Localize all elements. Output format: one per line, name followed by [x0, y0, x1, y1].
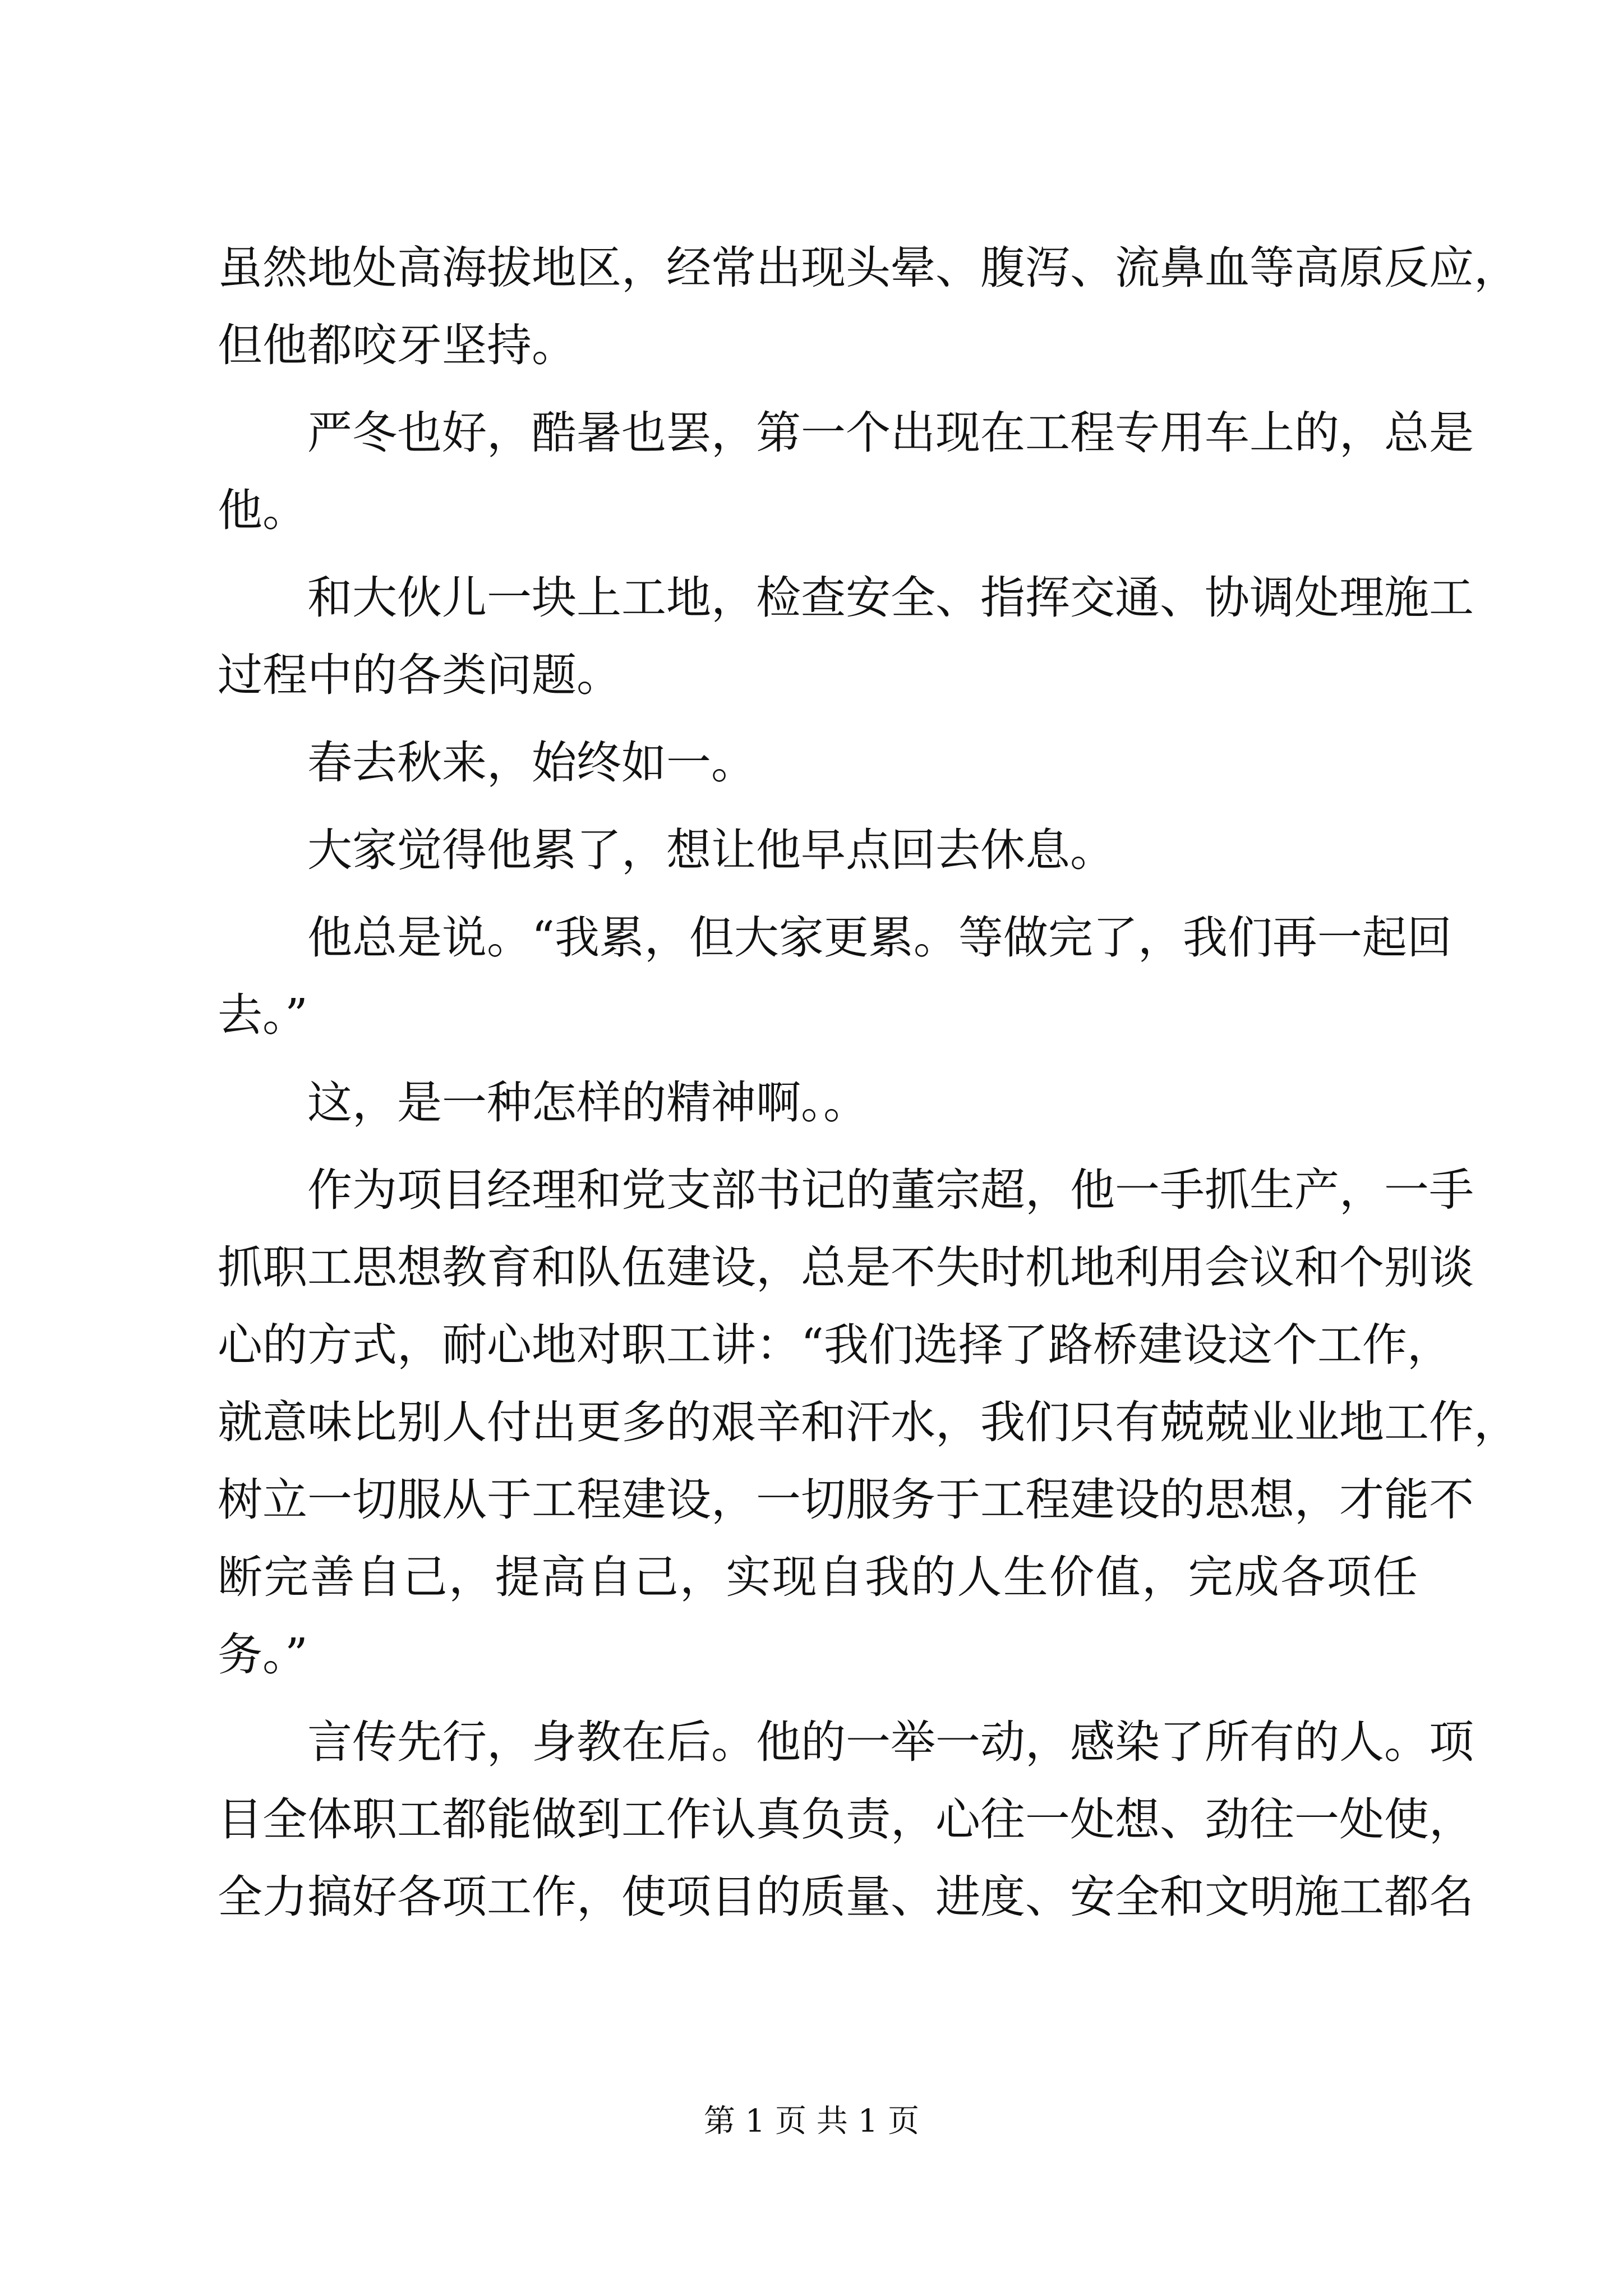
paragraph-line: 言传先行，身教在后。他的一举一动，感染了所有的人。项 — [307, 1716, 1474, 1768]
paragraph-line: 作为项目经理和党支部书记的董宗超，他一手抓生产，一手 — [307, 1164, 1474, 1216]
paragraph-line: 春去秋来，始终如一。 — [307, 737, 756, 789]
paragraph-line: 他总是说。“我累，但大家更累。等做完了，我们再一起回 — [307, 912, 1452, 964]
paragraph-line: 就意味比别人付出更多的艰辛和汗水，我们只有兢兢业业地工作， — [218, 1396, 1519, 1448]
paragraph-line: 去。” — [218, 989, 308, 1041]
paragraph-line: 务。” — [218, 1628, 308, 1681]
paragraph-line: 虽然地处高海拔地区，经常出现头晕、腹泻、流鼻血等高原反应， — [218, 242, 1519, 294]
paragraph-line: 断完善自己，提高自己，实现自我的人生价值，完成各项任 — [218, 1551, 1418, 1603]
paragraph-line: 严冬也好，酷暑也罢，第一个出现在工程专用车上的，总是 — [307, 407, 1474, 459]
paragraph-line: 树立一切服从于工程建设，一切服务于工程建设的思想，才能不 — [218, 1474, 1474, 1526]
paragraph-line: 目全体职工都能做到工作认真负责，心往一处想、劲往一处使， — [218, 1793, 1474, 1846]
paragraph-line: 和大伙儿一块上工地，检查安全、指挥交通、协调处理施工 — [307, 572, 1474, 624]
paragraph-line: 全力搞好各项工作，使项目的质量、进度、安全和文明施工都名 — [218, 1871, 1474, 1923]
paragraph-line: 这，是一种怎样的精神啊。。 — [307, 1076, 868, 1129]
paragraph-line: 但他都咬牙坚持。 — [218, 319, 577, 371]
paragraph-line: 抓职工思想教育和队伍建设，总是不失时机地利用会议和个别谈 — [218, 1241, 1474, 1294]
page-footer: 第 1 页 共 1 页 — [703, 2103, 920, 2139]
paragraph-line: 大家觉得他累了，想让他早点回去休息。 — [307, 824, 1115, 876]
paragraph-line: 心的方式，耐心地对职工讲：“我们选择了路桥建设这个工作， — [218, 1319, 1452, 1371]
paragraph-line: 过程中的各类问题。 — [218, 649, 621, 701]
paragraph-line: 他。 — [218, 484, 307, 536]
